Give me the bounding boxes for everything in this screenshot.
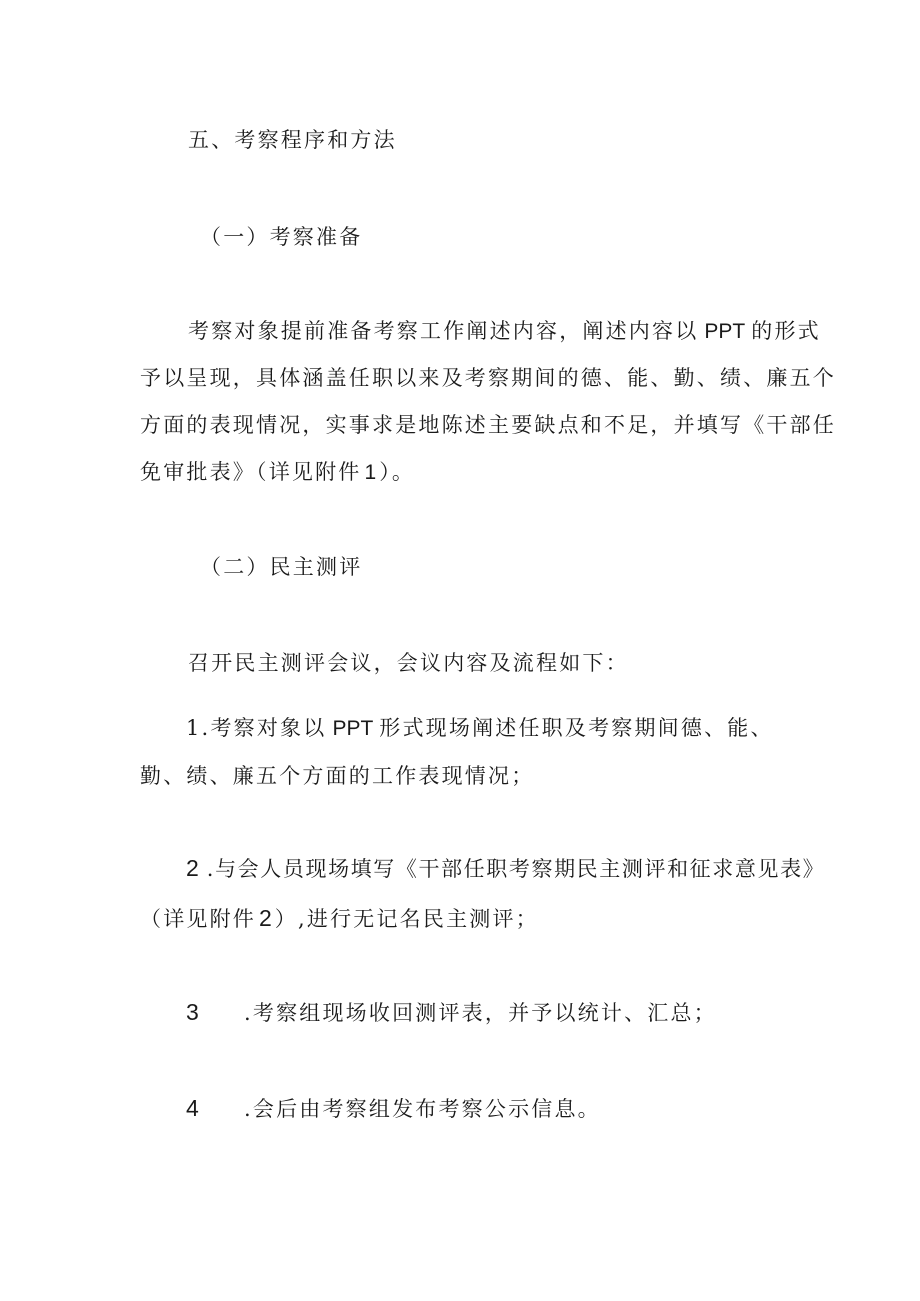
list-item-1-line1 [186, 713, 774, 744]
sub-heading-preparation [200, 222, 362, 252]
para1-line1 [188, 316, 821, 347]
list-item-4-number: 4 [186, 1095, 199, 1121]
para1-line4 [140, 457, 415, 488]
list-item-4 [186, 1093, 601, 1124]
para1-line2 [140, 363, 836, 393]
para1-attachment-number: 1 [364, 461, 377, 484]
para1-line4-text-a: 免审批表》（详见附件 [140, 460, 362, 484]
list-item-3-number: 3 [186, 999, 199, 1025]
sub-heading-democratic-evaluation [200, 552, 362, 582]
list-item-1-line2-text: 勤、绩、廉五个方面的工作表现情况； [140, 764, 535, 788]
para1-line2-text: 予以呈现，具体涵盖任职以来及考察期间的德、能、勤、绩、廉五个 [140, 366, 836, 390]
sub-heading-democratic-evaluation-text: （二）民主测评 [200, 555, 363, 579]
list-item-3 [186, 997, 717, 1028]
para1-line3-text: 方面的表现情况，实事求是地陈述主要缺点和不足，并填写《干部任 [140, 413, 836, 437]
para1-ppt-label: PPT [704, 320, 746, 343]
sub-heading-preparation-text: （一）考察准备 [200, 225, 363, 249]
list-item-2-attachment-number: 2 [259, 905, 272, 931]
list-item-3-text: .考察组现场收回测评表，并予以统计、汇总； [244, 1001, 717, 1025]
list-item-2-line2 [140, 903, 539, 934]
list-item-1-text-b: 形式现场阐述任职及考察期间德、能、 [379, 716, 774, 740]
list-item-2-line1-text: .与会人员现场填写《干部任职考察期民主测评和征求意见表》 [206, 857, 826, 881]
section-heading [188, 125, 397, 155]
para2-intro-text: 召开民主测评会议，会议内容及流程如下： [188, 651, 629, 675]
para1-line1-text-b: 的形式 [751, 319, 821, 343]
list-item-1-number: 1. [186, 716, 211, 740]
list-item-1-line2 [140, 761, 534, 791]
list-item-4-text: .会后由考察组发布考察公示信息。 [244, 1097, 601, 1121]
para2-intro [188, 648, 629, 678]
para1-line4-text-b: ）。 [379, 460, 416, 484]
list-item-1-ppt-label: PPT [332, 717, 374, 740]
list-item-2-line1 [186, 853, 825, 884]
list-item-2-line2-text-b: ）,进行无记名民主测评； [274, 907, 539, 931]
list-item-2-line2-text-a: （详见附件 [140, 907, 256, 931]
list-item-2-number: 2 [186, 855, 199, 881]
para1-line1-text-a: 考察对象提前准备考察工作阐述内容，阐述内容以 [188, 319, 699, 343]
para1-line3 [140, 410, 836, 440]
section-heading-text: 五、考察程序和方法 [188, 128, 397, 152]
list-item-1-text-a: 考察对象以 [210, 716, 327, 740]
